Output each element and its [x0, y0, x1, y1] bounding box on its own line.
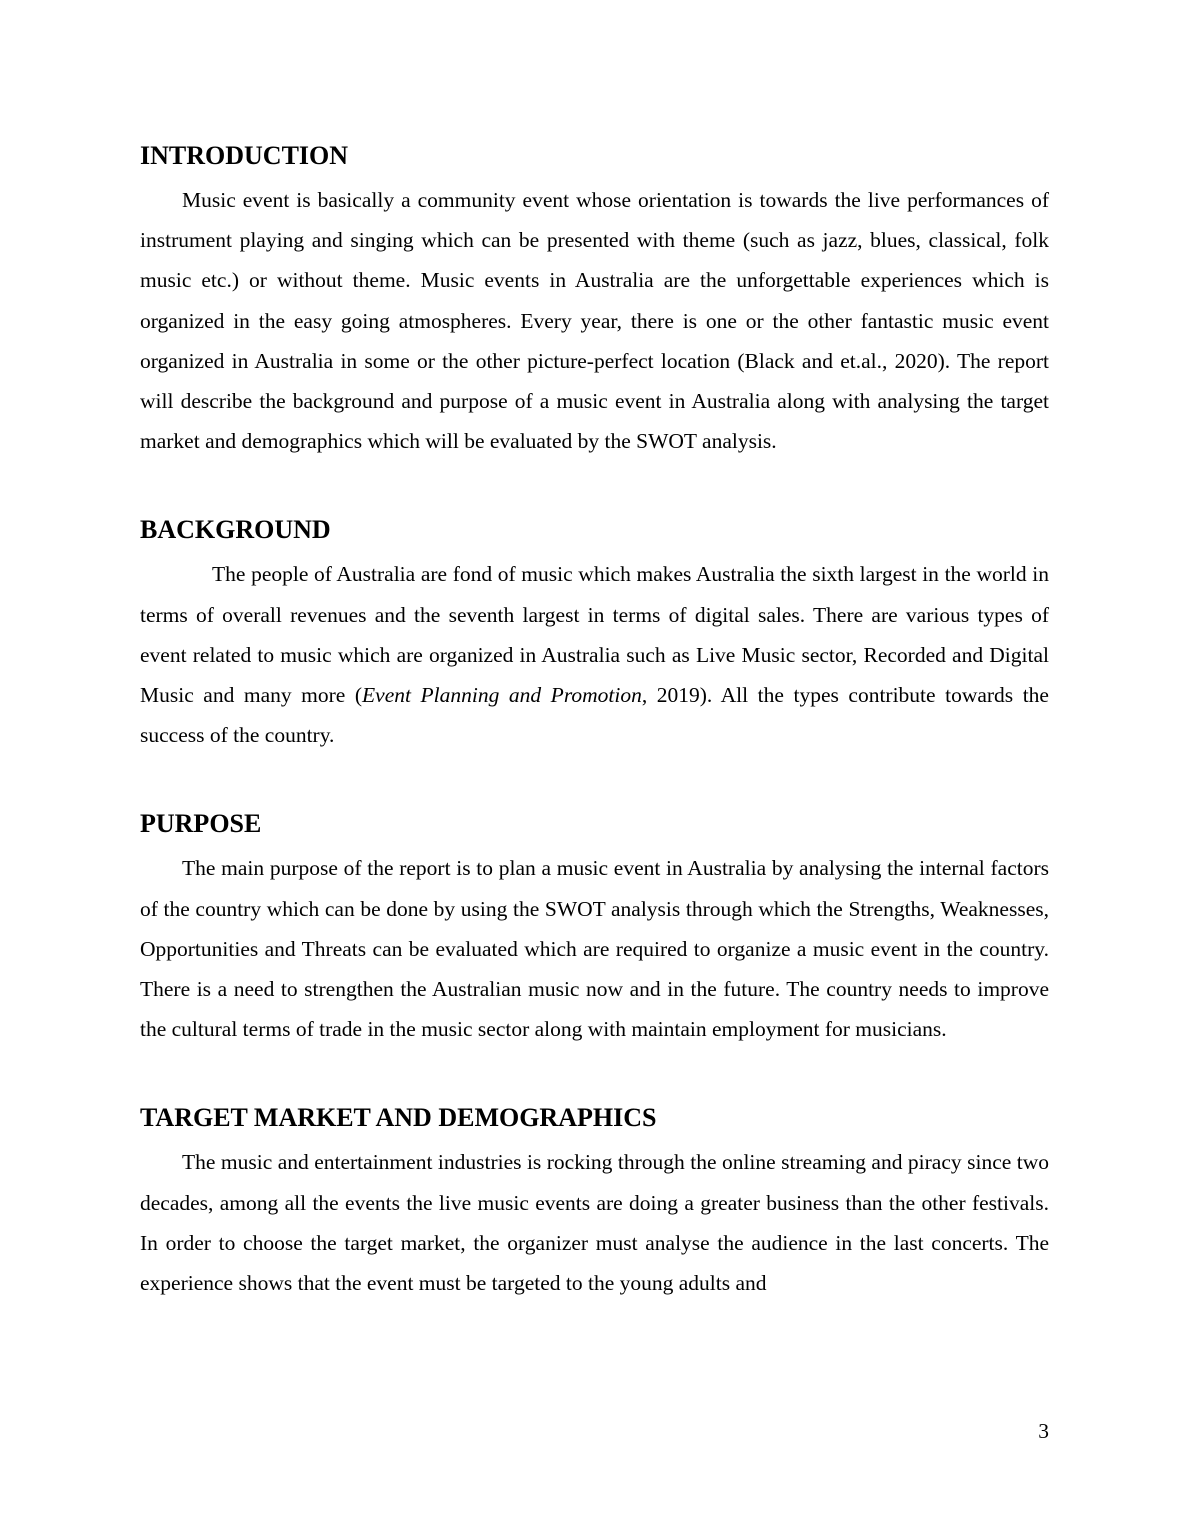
page-content	[140, 138, 1049, 1303]
section-background	[140, 512, 1049, 755]
background-text-end: , 2019). All the types contribute towards the success of the country.	[140, 683, 1049, 748]
heading-introduction: INTRODUCTION	[140, 141, 349, 170]
paragraph-purpose: The main purpose of the report is to plan a music event in Australia by analysing the internal factors of the country which can be done by using the SWOT analysis through which the Strengths, Weaknesses, Opportunities and Threats can be evaluated which are required to organize a music event in the country. There is a need to strengthen the Australian music now and in the future. The country needs to improve the cultural terms of trade in the music sector along with maintain employment for musicians.	[140, 856, 1049, 1042]
section-target-market	[140, 1100, 1049, 1303]
heading-background: BACKGROUND	[140, 515, 331, 545]
background-text-start: The people of Australia are fond of music which makes Australia the sixth largest in the world in terms of overall revenues and the seventh largest in terms of digital sales. There are various types of event related to music which are organized in Australia such as Live Music sector, Recorded and Digital Music and many more (	[140, 562, 1049, 708]
section-purpose	[140, 806, 1049, 1049]
paragraph-background	[140, 554, 1049, 755]
paragraph-introduction: Music event is basically a community event whose orientation is towards the live performances of instrument playing and singing which can be presented with theme (such as jazz, blues, classical, folk music etc.) or without theme. Music events in Australia are the unforgettable experiences which is organized in the easy going atmospheres. Every year, there is one or the other fantastic music event organized in Australia in some or the other picture-perfect location (Black and et.al., 2020). The report will describe the background and purpose of a music event in Australia along with analysing the target market and demographics which will be evaluated by the SWOT analysis.	[140, 188, 1049, 454]
paragraph-target-market: The music and entertainment industries is rocking through the online streaming and piracy since two decades, among all the events the live music events are doing a greater business than the other festivals. In order to choose the target market, the organizer must analyse the audience in the last concerts. The experience shows that the event must be targeted to the young adults and	[140, 1150, 1049, 1296]
heading-purpose: PURPOSE	[140, 809, 262, 839]
page-number: 3	[1038, 1419, 1049, 1443]
section-introduction	[140, 138, 1049, 461]
citation-event-planning: Event Planning and Promotion	[362, 683, 642, 708]
heading-target-market: TARGET MARKET AND DEMOGRAPHICS	[140, 1103, 657, 1133]
